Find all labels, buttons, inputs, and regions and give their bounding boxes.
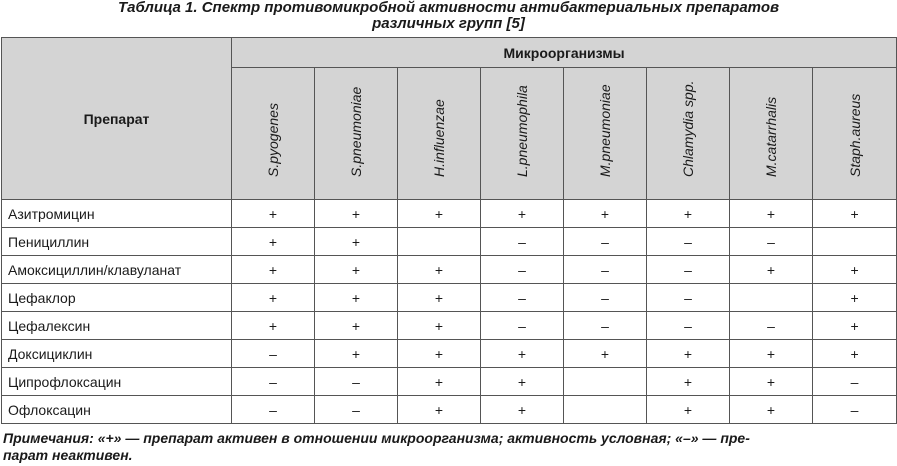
drug-name-cell: Цефаклор <box>2 284 232 312</box>
table-row <box>2 200 897 228</box>
activity-mark-cell: + <box>481 340 564 368</box>
activity-mark-cell: – <box>564 284 647 312</box>
activity-mark-cell: + <box>315 200 398 228</box>
activity-mark-cell: + <box>730 368 813 396</box>
microorganism-name: L.pneumophila <box>514 85 530 177</box>
activity-mark-cell <box>564 368 647 396</box>
microorganism-header-cell <box>232 68 315 200</box>
activity-mark-cell: – <box>315 396 398 424</box>
activity-mark-cell: + <box>232 228 315 256</box>
activity-mark-cell: + <box>315 340 398 368</box>
activity-mark-cell: + <box>813 256 897 284</box>
activity-mark-cell: + <box>481 368 564 396</box>
microorganism-name: Chlamydia spp. <box>680 80 696 177</box>
activity-mark-cell <box>813 228 897 256</box>
activity-mark-cell: + <box>398 256 481 284</box>
table-caption <box>0 0 897 36</box>
activity-mark-cell: – <box>730 228 813 256</box>
activity-mark-cell: + <box>647 368 730 396</box>
activity-mark-cell: – <box>564 256 647 284</box>
activity-mark-cell: – <box>813 396 897 424</box>
microorganism-name: M.pneumoniae <box>597 84 613 177</box>
activity-mark-cell: – <box>481 256 564 284</box>
activity-mark-cell: + <box>315 228 398 256</box>
microorganism-name: H.influenzae <box>431 99 447 177</box>
caption-line-2: различных групп [5] <box>372 15 525 32</box>
activity-mark-cell: + <box>398 200 481 228</box>
activity-mark-cell: – <box>232 340 315 368</box>
activity-mark-cell: – <box>647 284 730 312</box>
table-row <box>2 228 897 256</box>
table-note <box>3 430 895 464</box>
activity-mark-cell: + <box>398 396 481 424</box>
microorganism-name: M.catarrhalis <box>763 96 779 177</box>
drug-name-cell: Офлоксацин <box>2 396 232 424</box>
activity-mark-cell: + <box>398 340 481 368</box>
activity-mark-cell: + <box>564 340 647 368</box>
drug-name-cell: Амоксициллин/клавуланат <box>2 256 232 284</box>
microorganism-header-cell <box>647 68 730 200</box>
activity-mark-cell: + <box>398 368 481 396</box>
activity-mark-cell: + <box>315 312 398 340</box>
activity-mark-cell <box>730 284 813 312</box>
activity-mark-cell: – <box>481 284 564 312</box>
table-body <box>2 200 897 424</box>
drug-name-cell: Азитромицин <box>2 200 232 228</box>
activity-mark-cell: – <box>232 396 315 424</box>
activity-mark-cell: + <box>813 200 897 228</box>
table-row <box>2 396 897 424</box>
activity-mark-cell: + <box>481 200 564 228</box>
activity-mark-cell <box>564 396 647 424</box>
caption-line-1: Таблица 1. Спектр противомикробной активности антибактериальных препаратов <box>117 0 780 16</box>
table-row <box>2 340 897 368</box>
note-line-1: Примечания: «+» — препарат активен в отношении микроорганизма; активность условная; «–» — пре- <box>3 430 750 446</box>
activity-mark-cell: + <box>398 284 481 312</box>
activity-mark-cell: + <box>647 340 730 368</box>
microorganism-name: Staph.aureus <box>846 93 863 177</box>
activity-mark-cell: + <box>232 200 315 228</box>
activity-mark-cell: – <box>481 228 564 256</box>
activity-mark-cell: – <box>315 368 398 396</box>
activity-mark-cell: + <box>647 200 730 228</box>
activity-mark-cell: + <box>232 312 315 340</box>
microorganism-name: S.pyogenes <box>265 103 281 177</box>
activity-mark-cell: + <box>232 256 315 284</box>
activity-mark-cell: + <box>647 396 730 424</box>
table-row <box>2 256 897 284</box>
activity-mark-cell: + <box>564 200 647 228</box>
activity-mark-cell: + <box>813 340 897 368</box>
drug-name-cell: Ципрофлоксацин <box>2 368 232 396</box>
activity-mark-cell <box>398 228 481 256</box>
table-row <box>2 368 897 396</box>
microorganism-header-cell <box>564 68 647 200</box>
microorganism-header-cell <box>481 68 564 200</box>
drug-name-cell: Пенициллин <box>2 228 232 256</box>
activity-mark-cell: – <box>813 368 897 396</box>
activity-mark-cell: – <box>647 312 730 340</box>
microorganism-header-cell <box>315 68 398 200</box>
table-row <box>2 312 897 340</box>
drug-name-cell: Цефалексин <box>2 312 232 340</box>
activity-mark-cell: + <box>730 256 813 284</box>
spectrum-table <box>1 37 897 424</box>
activity-mark-cell: – <box>647 228 730 256</box>
microorganism-header-cell <box>730 68 813 200</box>
activity-mark-cell: + <box>813 312 897 340</box>
note-line-2: парат неактивен. <box>3 447 133 463</box>
drug-name-cell: Доксициклин <box>2 340 232 368</box>
activity-mark-cell: + <box>730 340 813 368</box>
microorganism-header-cell <box>813 68 897 200</box>
activity-mark-cell: + <box>481 396 564 424</box>
microorganisms-group-header: Микроорганизмы <box>232 38 897 68</box>
activity-mark-cell: + <box>730 396 813 424</box>
activity-mark-cell: – <box>564 228 647 256</box>
activity-mark-cell: + <box>813 284 897 312</box>
activity-mark-cell: + <box>730 200 813 228</box>
microorganism-header-cell <box>398 68 481 200</box>
activity-mark-cell: – <box>564 312 647 340</box>
activity-mark-cell: – <box>481 312 564 340</box>
activity-mark-cell: – <box>730 312 813 340</box>
activity-mark-cell: – <box>647 256 730 284</box>
drug-column-header: Препарат <box>2 38 232 200</box>
activity-mark-cell: + <box>398 312 481 340</box>
activity-mark-cell: + <box>315 284 398 312</box>
table-row <box>2 284 897 312</box>
microorganism-name: S.pneumoniae <box>348 86 364 177</box>
activity-mark-cell: – <box>232 368 315 396</box>
activity-mark-cell: + <box>232 284 315 312</box>
activity-mark-cell: + <box>315 256 398 284</box>
